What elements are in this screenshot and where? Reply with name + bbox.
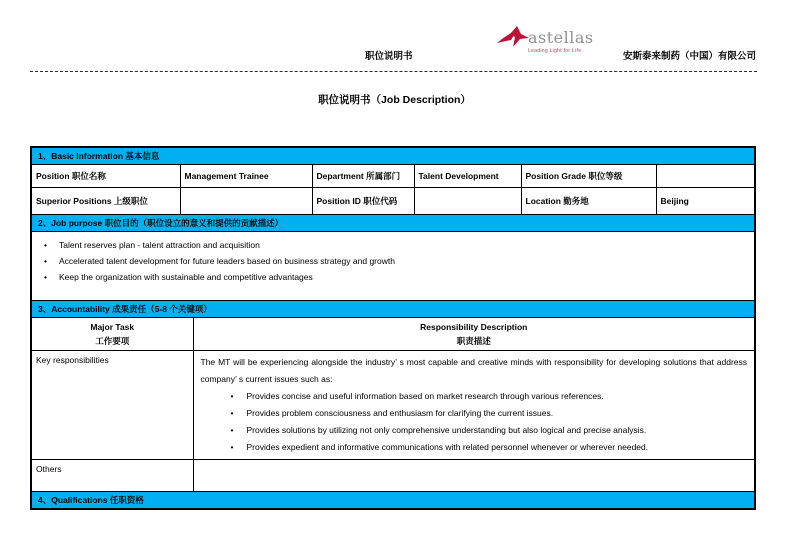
position-id-label: Position ID 职位代码 xyxy=(312,187,414,214)
company-name: 安斯泰来制药（中国）有限公司 xyxy=(622,51,756,62)
department-label: Department 所属部门 xyxy=(312,165,414,187)
superior-positions-label: Superior Positions 上级职位 xyxy=(32,187,180,214)
doc-type-label: 职位说明书 xyxy=(365,51,413,62)
key-responsibility-item: • Provides solutions by utilizing not only comprehensive understanding but also logical and precise analysis. xyxy=(201,422,748,439)
job-purpose-item: • Keep the organization with sustainable and competitive advantages xyxy=(32,269,754,285)
job-description-table xyxy=(30,146,756,510)
others-label: Others xyxy=(32,460,193,492)
basic-info-table xyxy=(32,165,754,215)
key-responsibilities-label: Key responsibilities xyxy=(32,351,193,460)
job-purpose-item: • Talent reserves plan - talent attraction and acquisition xyxy=(32,237,754,253)
page-header xyxy=(0,0,789,71)
key-responsibilities-row xyxy=(32,351,754,460)
job-purpose-list xyxy=(32,237,754,285)
key-responsibilities-list xyxy=(201,388,748,456)
major-task-header-cn: 工作要项 xyxy=(95,335,130,346)
astellas-star-icon xyxy=(496,25,530,52)
section-basic-info-heading: 1、Basic Information 基本信息 xyxy=(32,148,754,165)
page-title: 职位说明书（Job Description） xyxy=(318,94,471,106)
section-qualifications-heading: 4、Qualifications 任职资格 xyxy=(32,492,754,508)
location-label: Location 勤务地 xyxy=(521,187,656,214)
superior-positions-value xyxy=(180,187,312,214)
responsibility-header xyxy=(193,318,754,351)
responsibility-header-cn: 职责描述 xyxy=(456,335,491,346)
key-responsibilities-description xyxy=(193,351,754,460)
job-purpose-body xyxy=(32,232,754,301)
logo-text xyxy=(528,23,594,54)
astellas-logo xyxy=(496,23,594,54)
basic-info-row-2 xyxy=(32,187,754,214)
location-value: Beijing xyxy=(656,187,754,214)
position-grade-label: Position Grade 职位等级 xyxy=(521,165,656,187)
key-responsibilities-intro: The MT will be experiencing alongside the industry’ s most capable and creative minds with responsibility for developing solutions that address company’ s current issues such as: xyxy=(200,357,747,384)
department-value: Talent Development xyxy=(414,165,521,187)
section-job-purpose-heading: 2、Job purpose 职位目的（职位设立的意义和提供的贡献描述） xyxy=(32,215,754,232)
major-task-header-en: Major Task xyxy=(90,321,135,332)
responsibility-header-en: Responsibility Description xyxy=(420,321,528,332)
key-responsibility-item: • Provides expedient and informative communications with related personnel whenever or wherever needed. xyxy=(201,439,748,456)
dashed-divider xyxy=(30,71,757,72)
key-responsibility-item: • Provides problem consciousness and enthusiasm for clarifying the current issues. xyxy=(201,405,748,422)
accountability-header-row xyxy=(32,318,754,351)
position-grade-value xyxy=(656,165,754,187)
position-value: Management Trainee xyxy=(180,165,312,187)
position-id-value xyxy=(414,187,521,214)
accountability-table xyxy=(32,318,754,493)
basic-info-row-1 xyxy=(32,165,754,187)
logo-brand-text: astellas xyxy=(528,28,594,47)
key-responsibility-item: • Provides concise and useful information based on market research through various references. xyxy=(201,388,748,405)
position-label: Position 职位名称 xyxy=(32,165,180,187)
others-row xyxy=(32,460,754,492)
logo-tagline-text: Leading Light for Life xyxy=(528,48,582,54)
others-description xyxy=(193,460,754,492)
job-purpose-item: • Accelerated talent development for future leaders based on business strategy and growth xyxy=(32,253,754,269)
section-accountability-heading: 3、Accountability 成果责任（5-8 个关键项） xyxy=(32,301,754,318)
major-task-header xyxy=(32,318,193,351)
